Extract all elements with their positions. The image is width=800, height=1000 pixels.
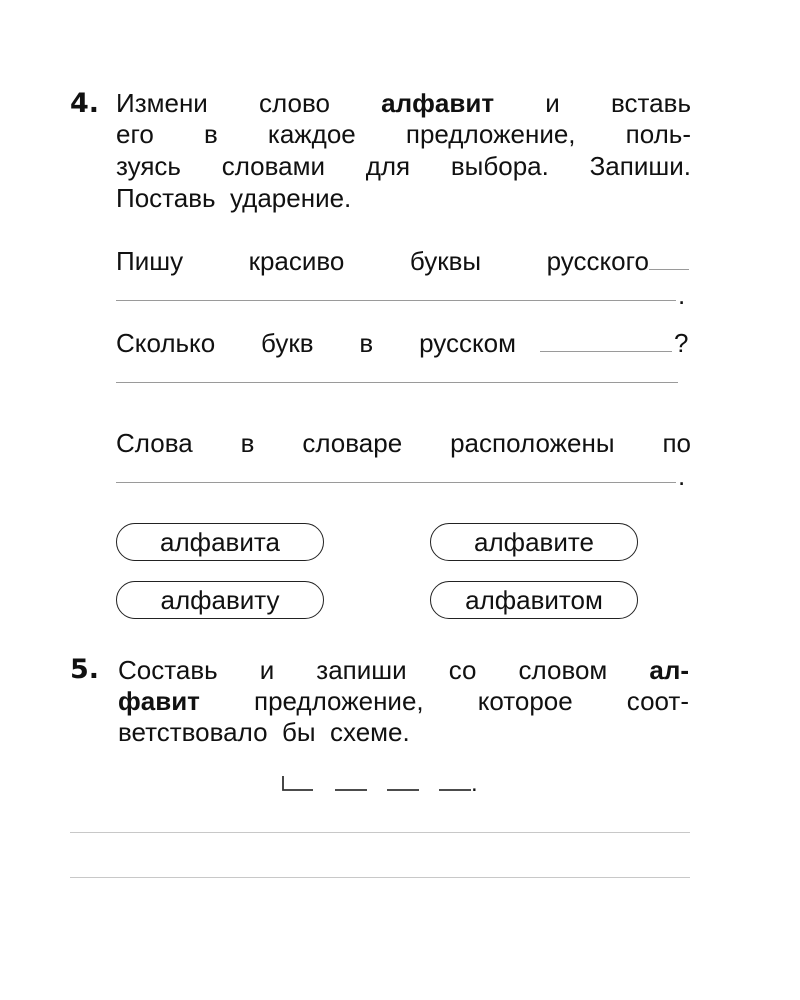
task-4-number: 4. [70, 88, 100, 119]
task-5-line-1: Составь и запиши со словом ал- [118, 655, 689, 685]
sentence-1-end: . [678, 280, 686, 310]
sentence-1: Пишу красиво буквы русского [116, 246, 649, 276]
sentence-2: Сколько букв в русском [116, 328, 516, 358]
choice-alfavitom: алфавитом [430, 581, 638, 619]
choice-alfavitu: алфавиту [116, 581, 324, 619]
choice-alfavita: алфавита [116, 523, 324, 561]
scheme-first-word-mark [283, 776, 313, 790]
task-4-line-3: зуясь словами для выбора. Запиши. [116, 151, 691, 181]
sentence-2-end: ? [674, 328, 689, 358]
sentence-scheme [275, 770, 475, 800]
task-4-line-4: Поставь ударение. [116, 183, 352, 213]
write-line-1[interactable] [70, 832, 690, 833]
write-line-2[interactable] [70, 877, 690, 878]
task-5-line-3: ветствовало бы схеме. [118, 717, 410, 747]
sentence-3: Слова в словаре расположены по [116, 428, 691, 458]
choice-alfavite: алфавите [430, 523, 638, 561]
task-5-line-2: фавит предложение, которое соот- [118, 686, 689, 716]
task-4-line-2: его в каждое предложение, поль- [116, 119, 691, 149]
answer-line-2a[interactable] [540, 351, 672, 352]
answer-line-1b[interactable] [116, 300, 676, 301]
answer-line-2b[interactable] [116, 382, 678, 383]
task-4-line-1: Измени слово алфавит и вставь [116, 88, 691, 118]
answer-line-1a[interactable] [649, 269, 689, 270]
task-5-number: 5. [70, 654, 100, 685]
scheme-end: . [471, 770, 478, 797]
sentence-3-end: . [678, 461, 686, 491]
answer-line-3[interactable] [116, 482, 676, 483]
